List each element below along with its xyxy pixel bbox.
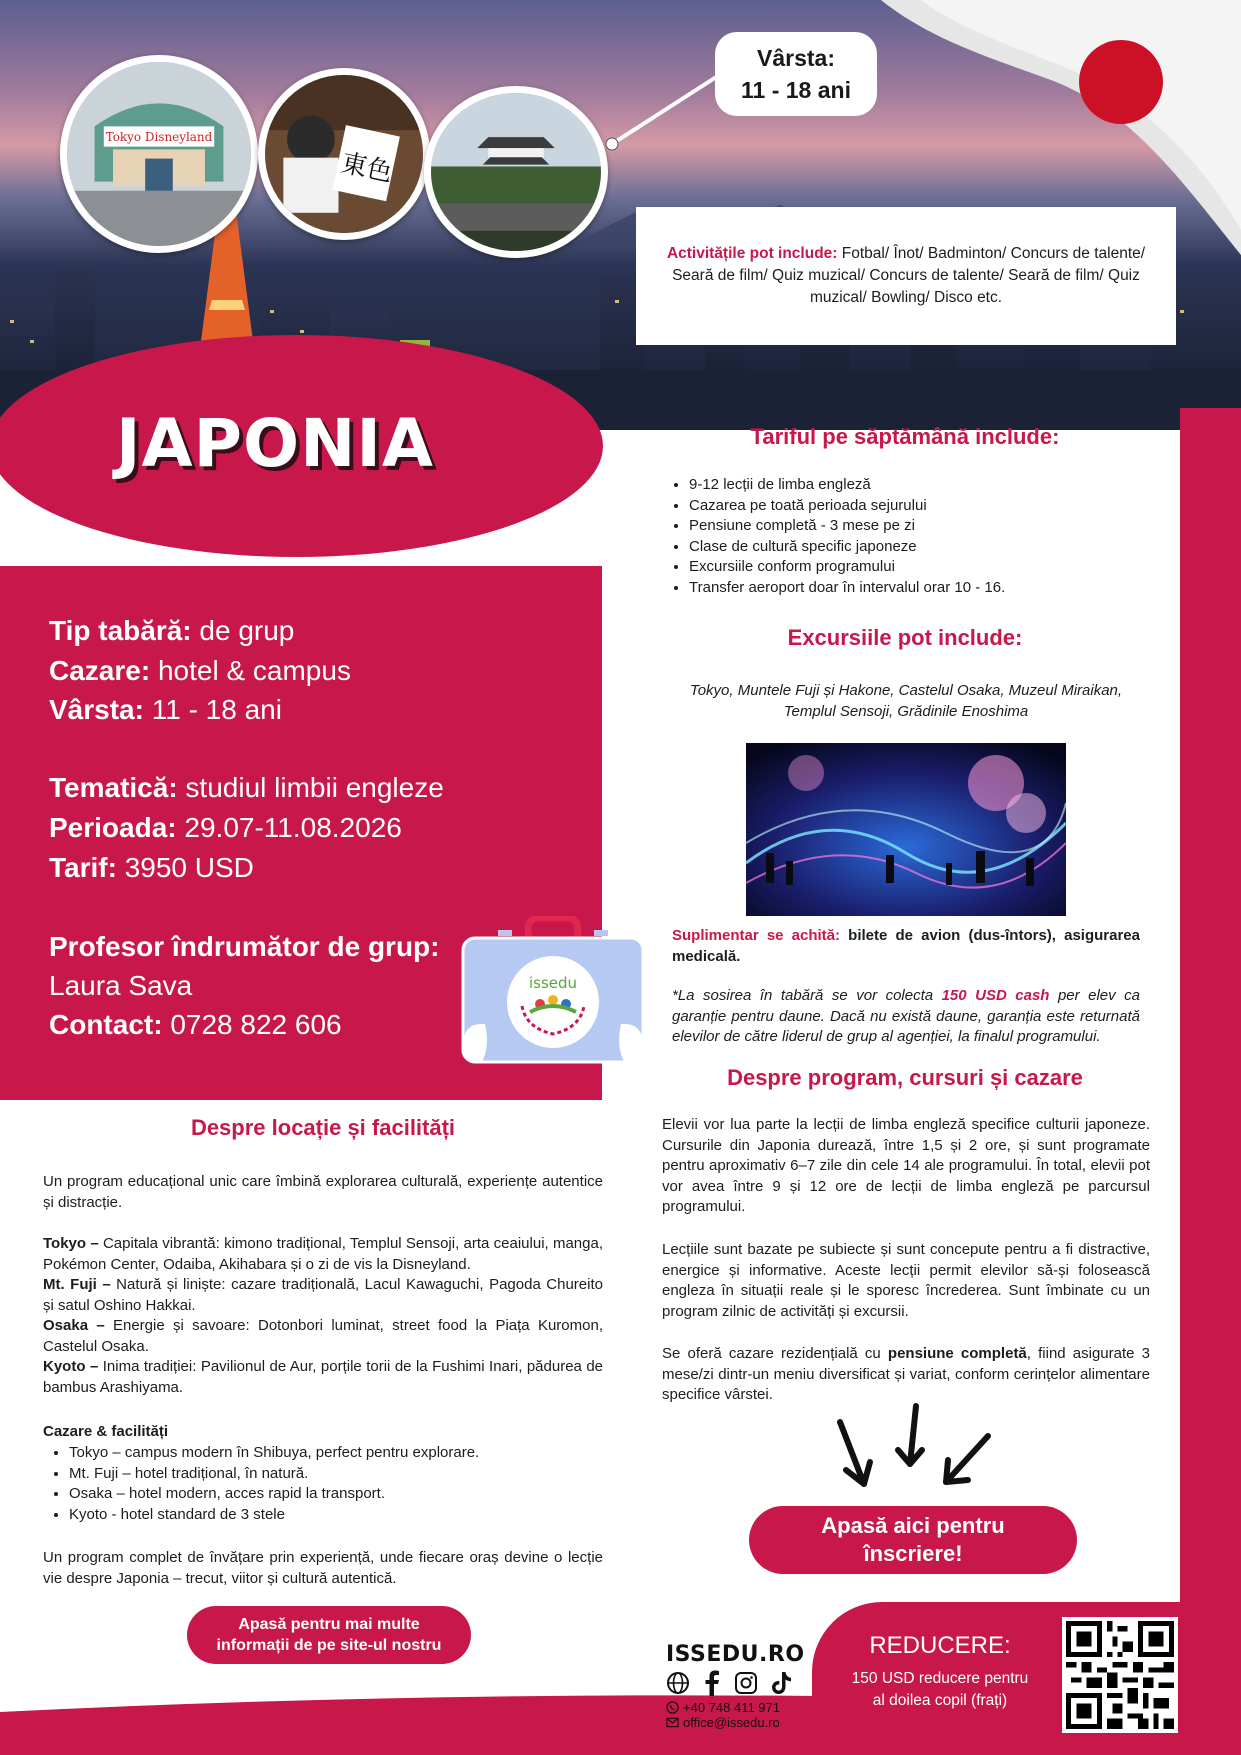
social-icons (666, 1669, 806, 1697)
city-fuji: Mt. Fuji – Natură și liniște: cazare tradițională, Lacul Kawaguchi, Pagoda Chureito și satul Oshino Hakkai. (43, 1276, 603, 1314)
locatie-intro: Un program educațional unic care îmbină explorarea culturală, experiențe autentice și distracție. (43, 1173, 603, 1211)
photo-calligraphy (258, 68, 430, 240)
disneyland-sign: Tokyo Disneyland (105, 130, 213, 145)
qr-code[interactable] (1062, 1617, 1178, 1733)
discount-line-1: 150 USD reducere pentru (851, 1670, 1029, 1687)
phone-number[interactable]: +40 748 411 971 (683, 1700, 780, 1715)
age-bubble-value: 11 - 18 ani (741, 77, 851, 103)
list-item: • Kyoto - hotel standard de 3 stele (69, 1505, 599, 1526)
city-kyoto: Kyoto – Inima tradiției: Pavilionul de Aur, porțile torii de la Fushimi Inari, pădurea de bambus Arashiyama. (43, 1358, 604, 1396)
tarif-section-title: Tariful pe săptămână include: (750, 424, 1060, 449)
discount-box (830, 1630, 1050, 1712)
contact-block (666, 1642, 806, 1730)
more-info-button[interactable]: Apasă pentru mai multe informații de pe site-ul nostru (187, 1606, 471, 1664)
suplimentar-text: Suplimentar se achită: bilete de avion (dus-întors), asigurarea medicală. (672, 927, 1140, 965)
list-item: • 9-12 lecții de limba engleză (689, 475, 1159, 496)
right-accent-strip (1180, 408, 1241, 1608)
globe-icon[interactable] (666, 1671, 690, 1695)
mail-icon (666, 1717, 679, 1728)
info-tip: Tip tabără: de grup (49, 615, 295, 646)
cazare-list (69, 1443, 599, 1525)
photo-disneyland (60, 55, 258, 253)
age-bubble-label: Vârsta: (757, 45, 835, 71)
brand-name: ISSEDU.RO (666, 1642, 805, 1667)
garantie-text: *La sosirea în tabără se vor colecta 150 USD cash per elev ca garanție pentru daune. Dacă nu există daune, garanția este returnată elevilor de către liderul de grup al agenției, la finalul programului. (672, 987, 1140, 1046)
list-item: • Excursiile conform programului (689, 557, 1159, 578)
program-section-title: Despre program, cursuri și cazare (727, 1065, 1083, 1090)
discount-line-2: al doilea copil (frați) (872, 1692, 1008, 1709)
age-bubble (715, 32, 877, 116)
city-osaka: Osaka – Energie și savoare: Dotonbori luminat, street food la Piața Kuromon, Castelul Osaka. (43, 1317, 603, 1355)
info-tarif: Tarif: 3950 USD (49, 852, 254, 883)
program-paragraph-2: Lecțiile sunt bazate pe subiecte și sunt concepute pentru a fi distractive, energice și informative. Aceste lecții permit elevilor să-și folosească engleza în situații reale și le sporesc încrederea. Sunt îmbinate cu un program zilnic de activități și excursii. (662, 1241, 1150, 1320)
list-item: • Clase de cultură specific japoneze (689, 537, 1159, 558)
discount-title: REDUCERE: (869, 1632, 1011, 1659)
facebook-icon[interactable] (702, 1670, 722, 1696)
list-item: • Pensiune completă - 3 mese pe zi (689, 516, 1159, 537)
register-button[interactable]: Apasă aici pentru înscriere! (749, 1506, 1077, 1574)
list-item: • Tokyo – campus modern în Shibuya, perfect pentru explorare. (69, 1443, 599, 1464)
info-contact: Contact: 0728 822 606 (49, 1009, 342, 1040)
program-paragraph-3: Se oferă cazare rezidențială cu pensiune completă, fiind asigurate 3 mese/zi dintr-un meniu diversificat și variat, conform cerințelor alimentare specifice vârstei. (662, 1345, 1150, 1404)
info-tematica: Tematică: studiul limbii engleze (49, 772, 444, 803)
locatie-section-title: Despre locație și facilități (190, 1115, 456, 1140)
tiktok-icon[interactable] (770, 1671, 792, 1695)
info-cazare: Cazare: hotel & campus (49, 655, 351, 686)
list-item: • Mt. Fuji – hotel tradițional, în natură. (69, 1464, 599, 1485)
info-perioada: Perioada: 29.07-11.08.2026 (49, 812, 402, 843)
excursii-text: Tokyo, Muntele Fuji și Hakone, Castelul Osaka, Muzeul Miraikan, Templul Sensoji, Grădinile Enoshima (689, 682, 1123, 720)
email-row (666, 1715, 806, 1730)
info-profesor-name: Laura Sava (49, 970, 193, 1001)
cazare-title: Cazare & facilități (43, 1423, 169, 1440)
suitcase-logo-icon (460, 916, 646, 1066)
list-item: • Transfer aeroport doar în intervalul orar 10 - 16. (689, 578, 1159, 599)
list-item: • Cazarea pe toată perioada sejurului (689, 496, 1159, 517)
phone-row (666, 1700, 806, 1715)
activities-label: Activitățile pot include: (666, 245, 838, 262)
qr-code-icon (1066, 1621, 1174, 1729)
arrows-down-icon (830, 1400, 1000, 1492)
email-address[interactable]: office@issedu.ro (683, 1715, 780, 1730)
excursii-section-title: Excursiile pot include: (787, 625, 1023, 650)
page-title: JAPONIA (116, 405, 434, 482)
activities-text: Fotbal/ Înot/ Badminton/ Concurs de talente/ Seară de film/ Quiz muzical/ Concurs de talente/ Seară de film/ Quiz muzical/ Bowling/ Disco etc. (672, 245, 1146, 306)
info-profesor-label: Profesor îndrumător de grup: (49, 931, 440, 962)
issedu-logo-text: issedu (528, 974, 578, 992)
photo-castle (424, 86, 608, 258)
tarif-list (689, 475, 1159, 599)
info-varsta: Vârsta: 11 - 18 ani (49, 694, 282, 725)
activities-box (636, 207, 1176, 345)
connector-line (600, 60, 730, 160)
locatie-outro: Un program complet de învățare prin experiență, unde fiecare oraș devine o lecție vie despre Japonia – trecut, viitor și cultură autentică. (43, 1549, 603, 1587)
list-item: • Osaka – hotel modern, acces rapid la transport. (69, 1484, 599, 1505)
whatsapp-icon (666, 1701, 679, 1714)
teamlab-photo (746, 743, 1066, 916)
instagram-icon[interactable] (734, 1671, 758, 1695)
calligraphy-text: 東色 (338, 148, 396, 189)
city-tokyo: Tokyo – Capitala vibrantă: kimono tradițional, Templul Sensoji, arta ceaiului, manga, Pokémon Center, Odaiba, Akihabara și o zi de vis la Disneyland. (43, 1235, 603, 1273)
program-paragraph-1: Elevii vor lua parte la lecții de limba engleză specifice culturii japoneze. Cursurile din Japonia durează, între 1,5 și 2 ore, și sunt programate pentru aproximativ 6–7 zile din cele 14 ale programului. În total, elevii pot vor avea între 9 și 12 ore de lecții de limba engleză pe parcursul programului. (662, 1116, 1150, 1216)
